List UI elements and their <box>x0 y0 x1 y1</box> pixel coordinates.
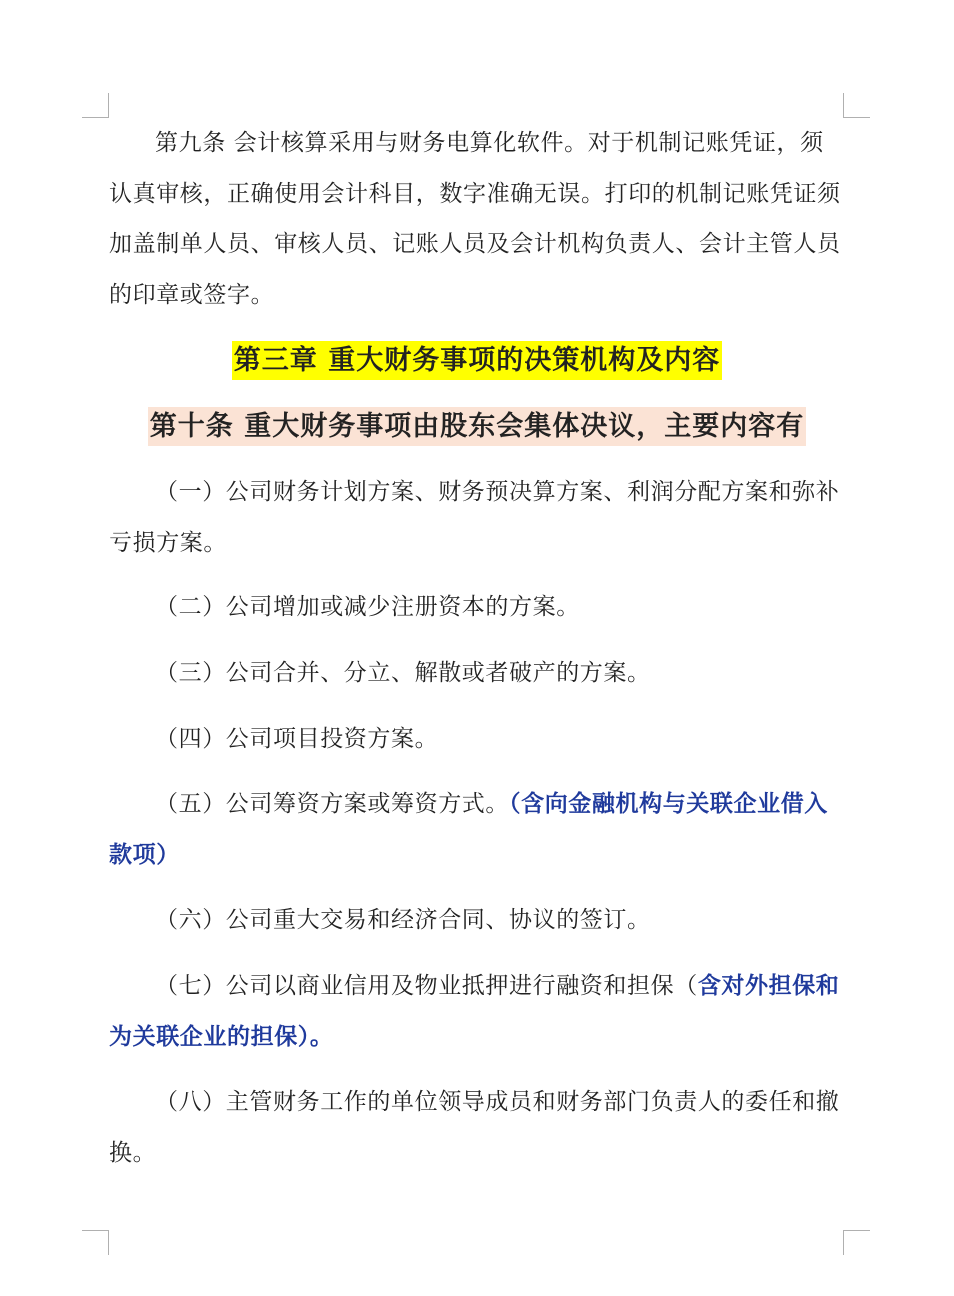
list-item <box>109 714 844 765</box>
crop-mark-top-right <box>843 93 870 118</box>
list-item-text: （四）公司项目投资方案。 <box>155 726 439 752</box>
list-item-text: （七）公司以商业信用及物业抵押进行融资和担保（ <box>155 973 698 999</box>
list-item-text: （二）公司增加或减少注册资本的方案。 <box>155 594 580 620</box>
list-item <box>109 895 844 946</box>
list-item <box>109 648 844 699</box>
list-item <box>109 961 844 1062</box>
article-10-heading-text: 第十条 重大财务事项由股东会集体决议，主要内容有 <box>148 407 806 446</box>
crop-mark-bottom-right <box>843 1230 870 1255</box>
list-item <box>109 1077 844 1178</box>
list-item <box>109 467 844 568</box>
list-item <box>109 779 844 880</box>
list-item-text: （一）公司财务计划方案、财务预决算方案、利润分配方案和弥补亏损方案。 <box>109 479 840 556</box>
list-item-emphasis: （含向金融机构与关联企业借入款项） <box>109 790 828 868</box>
list-item-emphasis: 含对外担保和为关联企业的担保）。 <box>109 972 840 1050</box>
article-10-heading <box>0 404 954 443</box>
list-item <box>109 582 844 633</box>
list-item-text: （八）主管财务工作的单位领导成员和财务部门负责人的委任和撤换。 <box>109 1089 840 1166</box>
list-item-text: （六）公司重大交易和经济合同、协议的签订。 <box>155 907 651 933</box>
crop-mark-bottom-left <box>82 1230 109 1255</box>
article-9-paragraph: 第九条 会计核算采用与财务电算化软件。对于机制记账凭证，须认真审核，正确使用会计科目，数字准确无误。打印的机制记账凭证须加盖制单人员、审核人员、记账人员及会计机构负责人、会计主管人员的印章或签字。 <box>109 130 841 308</box>
crop-mark-top-left <box>82 93 109 118</box>
chapter-heading <box>0 338 954 377</box>
chapter-heading-text: 第三章 重大财务事项的决策机构及内容 <box>232 341 722 380</box>
list-item-text: （三）公司合并、分立、解散或者破产的方案。 <box>155 660 651 686</box>
list-item-text: （五）公司筹资方案或筹资方式。 <box>155 791 509 817</box>
